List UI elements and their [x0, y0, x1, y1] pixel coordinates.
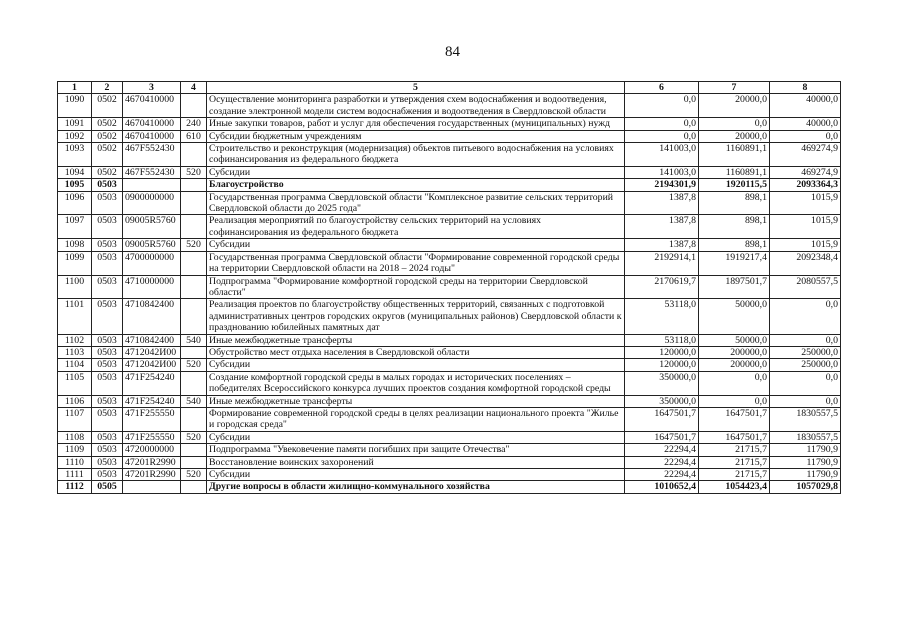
amount-col7-cell: 898,1 — [699, 215, 770, 239]
amount-col7-cell: 898,1 — [699, 191, 770, 215]
table-row — [58, 346, 841, 358]
row-number-cell: 1092 — [58, 130, 92, 142]
expense-type-cell — [181, 346, 207, 358]
item-name-cell: Субсидии — [207, 239, 625, 251]
row-number-cell: 1106 — [58, 395, 92, 407]
item-name-cell: Иные закупки товаров, работ и услуг для обеспечения государственных (муниципальных) нужд — [207, 118, 625, 130]
expense-type-cell: 520 — [181, 469, 207, 481]
amount-col6-cell: 120000,0 — [625, 359, 699, 371]
section-code-cell: 0503 — [92, 431, 123, 443]
amount-col6-cell: 1647501,7 — [625, 431, 699, 443]
section-code-cell: 0503 — [92, 407, 123, 431]
item-name-cell: Благоустройство — [207, 179, 625, 191]
amount-col7-cell: 1647501,7 — [699, 407, 770, 431]
amount-col7-cell: 20000,0 — [699, 94, 770, 118]
table-row — [58, 431, 841, 443]
table-row — [58, 179, 841, 191]
target-code-cell: 47201R2990 — [123, 456, 181, 468]
amount-col6-cell: 2194301,9 — [625, 179, 699, 191]
amount-col8-cell: 1015,9 — [770, 239, 841, 251]
amount-col7-cell: 1054423,4 — [699, 481, 770, 493]
section-code-cell: 0502 — [92, 130, 123, 142]
target-code-cell: 4712042И00 — [123, 346, 181, 358]
target-code-cell: 471F254240 — [123, 395, 181, 407]
item-name-cell: Реализация мероприятий по благоустройству сельских территорий на условиях софинансирования из федерального бюджета — [207, 215, 625, 239]
expense-type-cell — [181, 456, 207, 468]
amount-col8-cell: 1830557,5 — [770, 407, 841, 431]
amount-col7-cell: 21715,7 — [699, 456, 770, 468]
expense-type-cell — [181, 143, 207, 167]
row-number-cell: 1110 — [58, 456, 92, 468]
amount-col6-cell: 22294,4 — [625, 444, 699, 456]
row-number-cell: 1100 — [58, 275, 92, 299]
section-code-cell: 0503 — [92, 371, 123, 395]
target-code-cell: 471F255550 — [123, 431, 181, 443]
row-number-cell: 1096 — [58, 191, 92, 215]
amount-col8-cell: 0,0 — [770, 130, 841, 142]
amount-col6-cell: 1647501,7 — [625, 407, 699, 431]
amount-col7-cell: 0,0 — [699, 118, 770, 130]
amount-col6-cell: 53118,0 — [625, 299, 699, 334]
item-name-cell: Субсидии — [207, 431, 625, 443]
amount-col7-cell: 1919217,4 — [699, 251, 770, 275]
target-code-cell: 467F552430 — [123, 166, 181, 178]
amount-col8-cell: 2080557,5 — [770, 275, 841, 299]
expense-type-cell: 520 — [181, 166, 207, 178]
row-number-cell: 1091 — [58, 118, 92, 130]
amount-col6-cell: 53118,0 — [625, 334, 699, 346]
expense-type-cell — [181, 407, 207, 431]
target-code-cell — [123, 179, 181, 191]
amount-col6-cell: 120000,0 — [625, 346, 699, 358]
header-cell: 8 — [770, 82, 841, 94]
amount-col8-cell: 1015,9 — [770, 191, 841, 215]
amount-col8-cell: 2092348,4 — [770, 251, 841, 275]
amount-col7-cell: 21715,7 — [699, 469, 770, 481]
row-number-cell: 1097 — [58, 215, 92, 239]
table-row — [58, 118, 841, 130]
amount-col8-cell: 2093364,3 — [770, 179, 841, 191]
amount-col7-cell: 20000,0 — [699, 130, 770, 142]
section-code-cell: 0503 — [92, 469, 123, 481]
table-row — [58, 299, 841, 334]
row-number-cell: 1102 — [58, 334, 92, 346]
amount-col8-cell: 0,0 — [770, 299, 841, 334]
section-code-cell: 0503 — [92, 346, 123, 358]
amount-col7-cell: 200000,0 — [699, 346, 770, 358]
amount-col7-cell: 898,1 — [699, 239, 770, 251]
row-number-cell: 1101 — [58, 299, 92, 334]
section-code-cell: 0503 — [92, 299, 123, 334]
target-code-cell: 4720000000 — [123, 444, 181, 456]
amount-col8-cell: 1015,9 — [770, 215, 841, 239]
section-code-cell: 0503 — [92, 334, 123, 346]
header-cell: 6 — [625, 82, 699, 94]
amount-col6-cell: 22294,4 — [625, 456, 699, 468]
amount-col8-cell: 11790,9 — [770, 456, 841, 468]
section-code-cell: 0503 — [92, 215, 123, 239]
amount-col8-cell: 11790,9 — [770, 444, 841, 456]
target-code-cell: 4670410000 — [123, 118, 181, 130]
table-row — [58, 456, 841, 468]
row-number-cell: 1103 — [58, 346, 92, 358]
table-row — [58, 191, 841, 215]
amount-col6-cell: 1010652,4 — [625, 481, 699, 493]
expense-type-cell — [181, 299, 207, 334]
amount-col6-cell: 0,0 — [625, 130, 699, 142]
amount-col7-cell: 1897501,7 — [699, 275, 770, 299]
section-code-cell: 0503 — [92, 275, 123, 299]
amount-col6-cell: 0,0 — [625, 94, 699, 118]
target-code-cell: 4710000000 — [123, 275, 181, 299]
amount-col7-cell: 1920115,5 — [699, 179, 770, 191]
amount-col6-cell: 1387,8 — [625, 191, 699, 215]
header-cell: 4 — [181, 82, 207, 94]
row-number-cell: 1107 — [58, 407, 92, 431]
row-number-cell: 1093 — [58, 143, 92, 167]
item-name-cell: Другие вопросы в области жилищно-коммунального хозяйства — [207, 481, 625, 493]
table-row — [58, 469, 841, 481]
row-number-cell: 1112 — [58, 481, 92, 493]
amount-col7-cell: 200000,0 — [699, 359, 770, 371]
section-code-cell: 0502 — [92, 166, 123, 178]
amount-col7-cell: 0,0 — [699, 371, 770, 395]
table-row — [58, 359, 841, 371]
row-number-cell: 1094 — [58, 166, 92, 178]
item-name-cell: Иные межбюджетные трансферты — [207, 395, 625, 407]
amount-col7-cell: 50000,0 — [699, 299, 770, 334]
expense-type-cell: 540 — [181, 334, 207, 346]
row-number-cell: 1104 — [58, 359, 92, 371]
row-number-cell: 1111 — [58, 469, 92, 481]
expense-type-cell: 520 — [181, 239, 207, 251]
amount-col6-cell: 141003,0 — [625, 143, 699, 167]
expense-type-cell — [181, 251, 207, 275]
item-name-cell: Субсидии — [207, 166, 625, 178]
expense-type-cell — [181, 215, 207, 239]
amount-col8-cell: 0,0 — [770, 371, 841, 395]
row-number-cell: 1109 — [58, 444, 92, 456]
item-name-cell: Строительство и реконструкция (модернизация) объектов питьевого водоснабжения на условиях софинансирования из федерального бюджета — [207, 143, 625, 167]
expense-type-cell — [181, 179, 207, 191]
section-code-cell: 0503 — [92, 179, 123, 191]
amount-col8-cell: 469274,9 — [770, 143, 841, 167]
amount-col8-cell: 0,0 — [770, 334, 841, 346]
expense-type-cell — [181, 371, 207, 395]
target-code-cell: 4710842400 — [123, 299, 181, 334]
target-code-cell: 4700000000 — [123, 251, 181, 275]
amount-col6-cell: 1387,8 — [625, 215, 699, 239]
amount-col6-cell: 2192914,1 — [625, 251, 699, 275]
table-row — [58, 481, 841, 493]
target-code-cell: 47201R2990 — [123, 469, 181, 481]
expense-type-cell: 520 — [181, 431, 207, 443]
section-code-cell: 0505 — [92, 481, 123, 493]
section-code-cell: 0503 — [92, 239, 123, 251]
row-number-cell: 1095 — [58, 179, 92, 191]
item-name-cell: Подпрограмма "Увековечение памяти погибших при защите Отечества" — [207, 444, 625, 456]
target-code-cell: 471F254240 — [123, 371, 181, 395]
amount-col6-cell: 350000,0 — [625, 395, 699, 407]
table-row — [58, 215, 841, 239]
header-cell: 5 — [207, 82, 625, 94]
target-code-cell: 0900000000 — [123, 191, 181, 215]
table-row — [58, 94, 841, 118]
item-name-cell: Иные межбюджетные трансферты — [207, 334, 625, 346]
target-code-cell: 4670410000 — [123, 130, 181, 142]
item-name-cell: Субсидии — [207, 469, 625, 481]
expense-type-cell — [181, 444, 207, 456]
item-name-cell: Создание комфортной городской среды в малых городах и исторических поселениях – победителях Всероссийского конкурса лучших проектов создания комфортной городской среды — [207, 371, 625, 395]
target-code-cell: 4670410000 — [123, 94, 181, 118]
amount-col8-cell: 40000,0 — [770, 94, 841, 118]
table-body — [58, 94, 841, 493]
amount-col6-cell: 22294,4 — [625, 469, 699, 481]
table-row — [58, 251, 841, 275]
target-code-cell: 471F255550 — [123, 407, 181, 431]
target-code-cell: 4712042И00 — [123, 359, 181, 371]
amount-col7-cell: 1160891,1 — [699, 166, 770, 178]
expense-type-cell: 540 — [181, 395, 207, 407]
amount-col6-cell: 141003,0 — [625, 166, 699, 178]
amount-col7-cell: 1647501,7 — [699, 431, 770, 443]
expense-type-cell — [181, 481, 207, 493]
amount-col8-cell: 1057029,8 — [770, 481, 841, 493]
budget-table — [57, 81, 841, 494]
row-number-cell: 1108 — [58, 431, 92, 443]
section-code-cell: 0503 — [92, 251, 123, 275]
expense-type-cell — [181, 191, 207, 215]
expense-type-cell: 520 — [181, 359, 207, 371]
header-cell: 3 — [123, 82, 181, 94]
amount-col8-cell: 1830557,5 — [770, 431, 841, 443]
section-code-cell: 0503 — [92, 191, 123, 215]
row-number-cell: 1099 — [58, 251, 92, 275]
item-name-cell: Формирование современной городской среды в целях реализации национального проекта "Жилье и городская среда" — [207, 407, 625, 431]
header-cell: 7 — [699, 82, 770, 94]
amount-col8-cell: 250000,0 — [770, 346, 841, 358]
item-name-cell: Подпрограмма "Формирование комфортной городской среды на территории Свердловской области" — [207, 275, 625, 299]
table-row — [58, 407, 841, 431]
table-row — [58, 275, 841, 299]
table-row — [58, 371, 841, 395]
expense-type-cell — [181, 94, 207, 118]
target-code-cell — [123, 481, 181, 493]
amount-col7-cell: 0,0 — [699, 395, 770, 407]
amount-col6-cell: 2170619,7 — [625, 275, 699, 299]
table-row — [58, 444, 841, 456]
section-code-cell: 0503 — [92, 456, 123, 468]
amount-col8-cell: 469274,9 — [770, 166, 841, 178]
item-name-cell: Реализация проектов по благоустройству общественных территорий, связанных с подготовкой административных центров городских округов (муниципальных районов) Свердловской области к празднованию юбилейных памятных дат — [207, 299, 625, 334]
table-row — [58, 334, 841, 346]
table-row — [58, 166, 841, 178]
section-code-cell: 0502 — [92, 94, 123, 118]
item-name-cell: Государственная программа Свердловской области "Комплексное развитие сельских территорий Свердловской области до 2025 года" — [207, 191, 625, 215]
amount-col7-cell: 1160891,1 — [699, 143, 770, 167]
amount-col8-cell: 11790,9 — [770, 469, 841, 481]
amount-col6-cell: 1387,8 — [625, 239, 699, 251]
amount-col7-cell: 21715,7 — [699, 444, 770, 456]
row-number-cell: 1098 — [58, 239, 92, 251]
section-code-cell: 0502 — [92, 143, 123, 167]
amount-col8-cell: 40000,0 — [770, 118, 841, 130]
table-header-row — [58, 82, 841, 94]
target-code-cell: 09005R5760 — [123, 215, 181, 239]
section-code-cell: 0502 — [92, 118, 123, 130]
expense-type-cell: 240 — [181, 118, 207, 130]
table-row — [58, 130, 841, 142]
amount-col6-cell: 0,0 — [625, 118, 699, 130]
table-row — [58, 239, 841, 251]
header-cell: 1 — [58, 82, 92, 94]
target-code-cell: 467F552430 — [123, 143, 181, 167]
page-number: 84 — [445, 44, 460, 60]
table-row — [58, 143, 841, 167]
item-name-cell: Обустройство мест отдыха населения в Свердловской области — [207, 346, 625, 358]
section-code-cell: 0503 — [92, 444, 123, 456]
table-row — [58, 395, 841, 407]
amount-col7-cell: 50000,0 — [699, 334, 770, 346]
item-name-cell: Осуществление мониторинга разработки и утверждения схем водоснабжения и водоотведения, создание электронной модели систем водоснабжения и водоотведения в Свердловской области — [207, 94, 625, 118]
row-number-cell: 1090 — [58, 94, 92, 118]
expense-type-cell: 610 — [181, 130, 207, 142]
item-name-cell: Государственная программа Свердловской области "Формирование современной городской среды на территории Свердловской области на 2018 – 2024 годы" — [207, 251, 625, 275]
item-name-cell: Восстановление воинских захоронений — [207, 456, 625, 468]
target-code-cell: 4710842400 — [123, 334, 181, 346]
item-name-cell: Субсидии бюджетным учреждениям — [207, 130, 625, 142]
item-name-cell: Субсидии — [207, 359, 625, 371]
expense-type-cell — [181, 275, 207, 299]
amount-col8-cell: 250000,0 — [770, 359, 841, 371]
target-code-cell: 09005R5760 — [123, 239, 181, 251]
amount-col6-cell: 350000,0 — [625, 371, 699, 395]
section-code-cell: 0503 — [92, 395, 123, 407]
section-code-cell: 0503 — [92, 359, 123, 371]
amount-col8-cell: 0,0 — [770, 395, 841, 407]
row-number-cell: 1105 — [58, 371, 92, 395]
header-cell: 2 — [92, 82, 123, 94]
